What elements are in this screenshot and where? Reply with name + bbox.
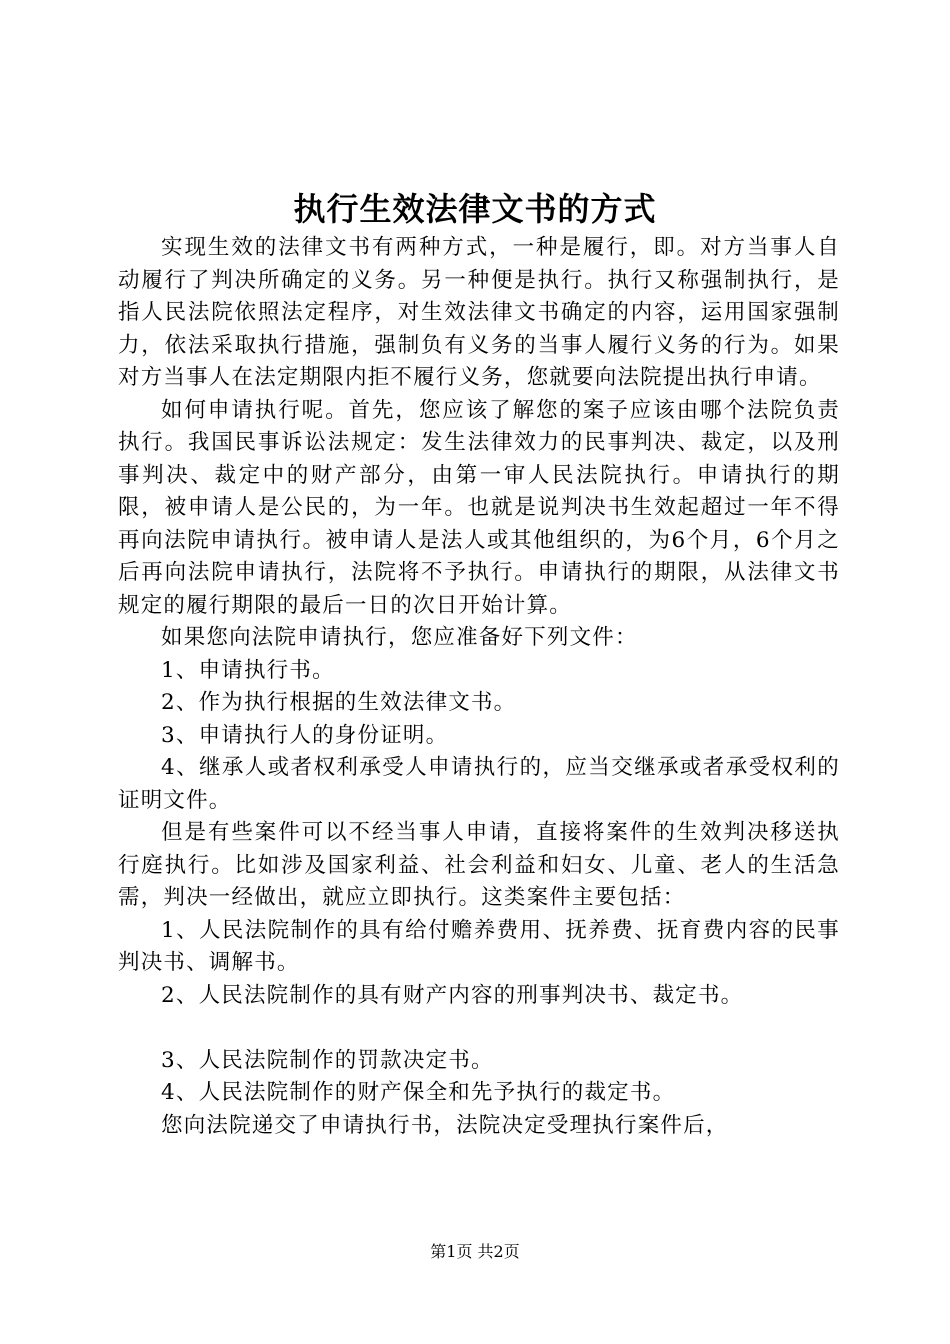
- paragraph-documents-intro: 如果您向法院申请执行，您应准备好下列文件：: [161, 625, 638, 650]
- document-body: [118, 232, 840, 1142]
- list-item-document-4: 4、继承人或者权利承受人申请执行的，应当交继承或者承受权利的证明文件。: [118, 755, 840, 813]
- list-item-case-1: 1、人民法院制作的具有给付赡养费用、抚养费、抚育费内容的民事判决书、调解书。: [118, 917, 840, 975]
- list-item-document-3: 3、申请执行人的身份证明。: [161, 722, 449, 748]
- list-item-document-1: 1、申请执行书。: [161, 657, 335, 683]
- document-title: 执行生效法律文书的方式: [293, 190, 657, 228]
- paragraph-intro: 实现生效的法律文书有两种方式，一种是履行，即。对方当事人自动履行了判决所确定的义务。另一种便是执行。执行又称强制执行，是指人民法院依照法定程序，对生效法律文书确定的内容，运用国家强制力，依法采取执行措施，强制负有义务的当事人履行义务的行为。如果对方当事人在法定期限内拒不履行义务，您就要向法院提出执行申请。: [118, 235, 840, 390]
- list-item-case-3: 3、人民法院制作的罚款决定书。: [161, 1047, 494, 1073]
- page-footer: 第1页 共2页: [430, 1242, 520, 1261]
- list-item-document-2: 2、作为执行根据的生效法律文书。: [161, 690, 517, 715]
- paragraph-direct-transfer: 但是有些案件可以不经当事人申请，直接将案件的生效判决移送执行庭执行。比如涉及国家利益、社会利益和妇女、儿童、老人的生活急需，判决一经做出，就应立即执行。这类案件主要包括：: [118, 820, 840, 910]
- list-item-case-4: 4、人民法院制作的财产保全和先予执行的裁定书。: [161, 1080, 676, 1105]
- list-item-case-2: 2、人民法院制作的具有财产内容的刑事判决书、裁定书。: [161, 982, 744, 1008]
- paragraph-how-to-apply: 如何申请执行呢。首先，您应该了解您的案子应该由哪个法院负责执行。我国民事诉讼法规定：发生法律效力的民事判决、裁定，以及刑事判决、裁定中的财产部分，由第一审人民法院执行。申请执行的期限，被申请人是公民的，为一年。也就是说判决书生效起超过一年不得再向法院申请执行。被申请人是法人或其他组织的，为6个月，6个月之后再向法院申请执行，法院将不予执行。申请执行的期限，从法律文书规定的履行期限的最后一日的次日开始计算。: [118, 397, 840, 618]
- paragraph-after-filing: 您向法院递交了申请执行书，法院决定受理执行案件后，: [161, 1112, 729, 1138]
